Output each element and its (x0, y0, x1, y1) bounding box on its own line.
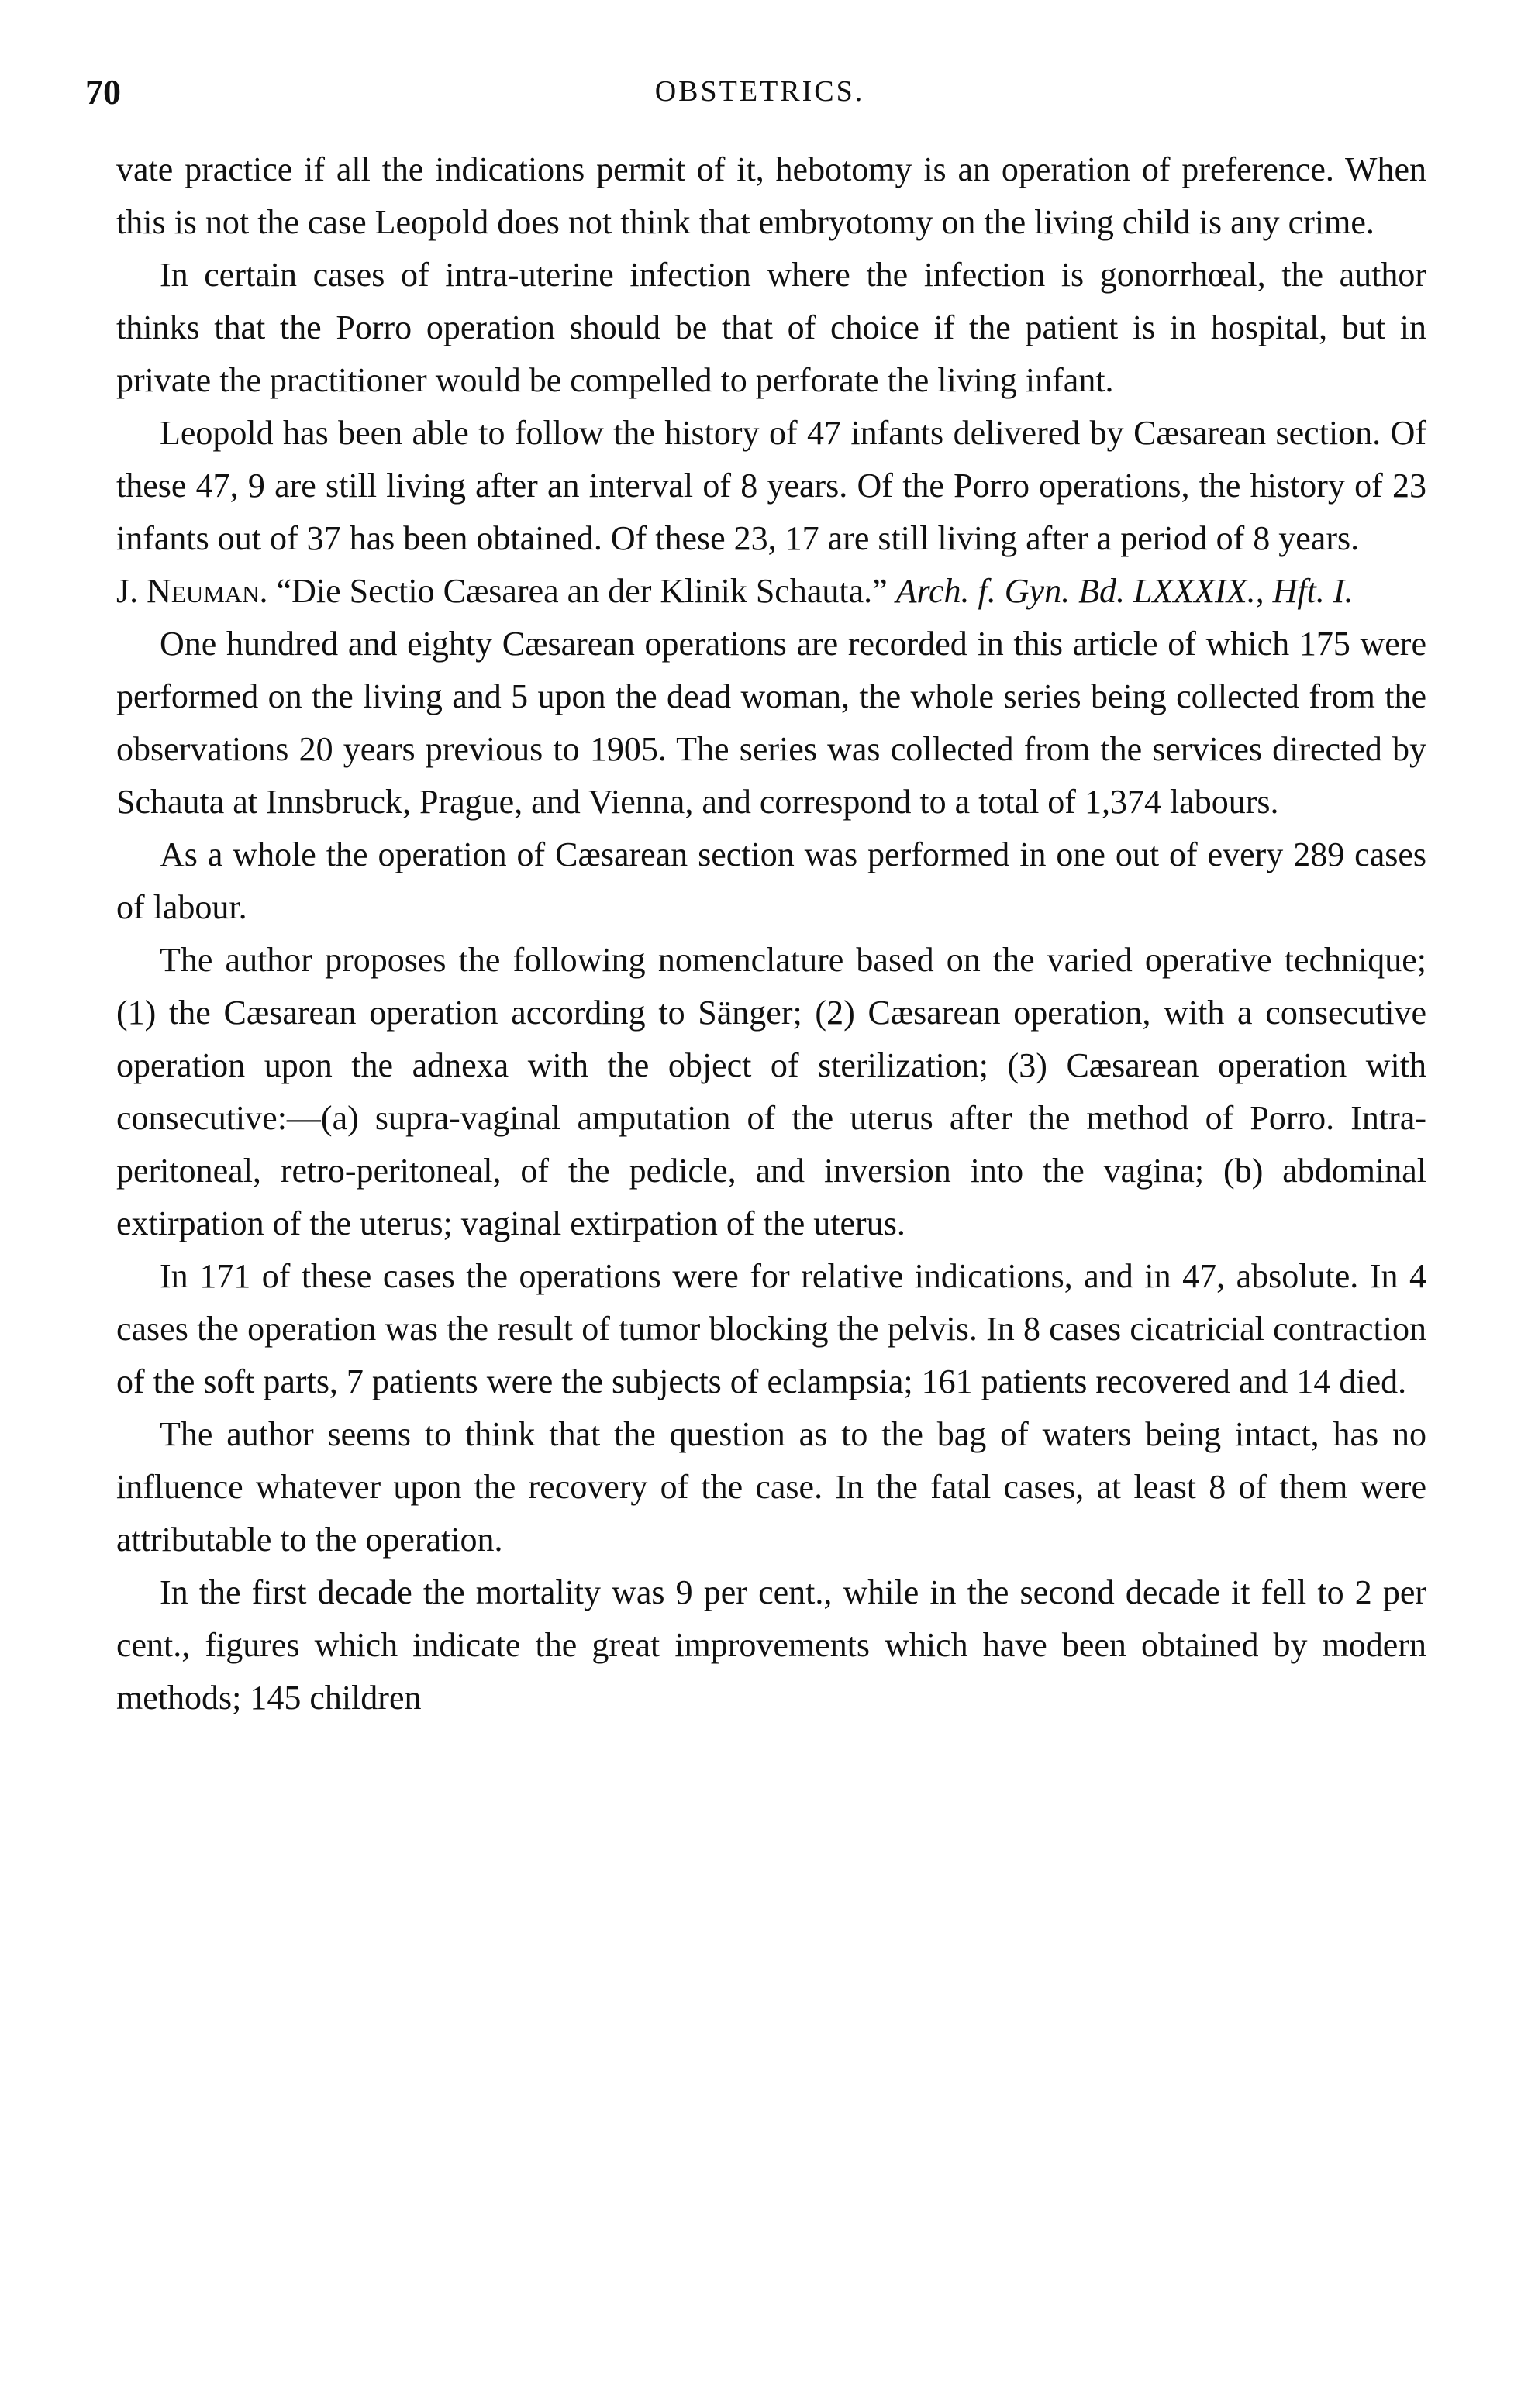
paragraph-continuation: vate practice if all the indications permit of it, hebotomy is an operation of preference. When this is not the case Leopold does not think that embryotomy on the living child is any crime. (116, 150, 1426, 241)
citation-author: J. Neuman. (116, 572, 268, 610)
paragraph: The author seems to think that the question as to the bag of waters being intact, has no influence whatever upon the recovery of the case. In the fatal cases, at least 8 of them were attributable to the operation. (116, 1415, 1426, 1559)
paragraph: Leopold has been able to follow the history of 47 infants delivered by Cæsarean section. Of these 47, 9 are still living after an interval of 8 years. Of the Porro operations, the history of 23 infants out of 37 has been obtained. Of these 23, 17 are still living after a period of 8 years. (116, 414, 1426, 557)
paragraph: In certain cases of intra-uterine infection where the infection is gonorrhœal, the author thinks that the Porro operation should be that of choice if the patient is in hospital, but in private the practitioner would be compelled to perforate the living infant. (116, 256, 1426, 399)
running-title: OBSTETRICS. (654, 75, 865, 108)
paragraph: As a whole the operation of Cæsarean section was performed in one out of every 289 cases of labour. (116, 835, 1426, 926)
page-number: 70 (85, 72, 121, 112)
citation-title: “Die Sectio Cæsarea an der Klinik Schauta.” (276, 572, 888, 610)
paragraph: In 171 of these cases the operations were for relative indications, and in 47, absolute. In 4 cases the operation was the result of tumor blocking the pelvis. In 8 cases cicatricial contraction of the soft parts, 7 patients were the subjects of eclampsia; 161 patients recovered and 14 died. (116, 1257, 1426, 1400)
paragraph: One hundred and eighty Cæsarean operations are recorded in this article of which 175 were performed on the living and 5 upon the dead woman, the whole series being collected from the observations 20 years previous to 1905. The series was collected from the services directed by Schauta at Innsbruck, Prague, and Vienna, and correspond to a total of 1,374 labours. (116, 625, 1426, 821)
citation-journal: Arch. f. Gyn. Bd. LXXXIX., Hft. I. (895, 572, 1354, 610)
citation (116, 565, 1426, 618)
paragraph: In the first decade the mortality was 9 per cent., while in the second decade it fell to 2 per cent., figures which indicate the great improvements which have been obtained by modern methods; 145 children (116, 1573, 1426, 1717)
body-text (116, 143, 1426, 1724)
paragraph: The author proposes the following nomenclature based on the varied operative technique; (1) the Cæsarean operation according to Sänger; (2) Cæsarean operation, with a consecutive operation upon the adnexa with the object of sterilization; (3) Cæsarean operation with consecutive:—(a) supra-vaginal amputation of the uterus after the method of Porro. Intra-peritoneal, retro-peritoneal, of the pedicle, and inversion into the vagina; (b) abdominal extirpation of the uterus; vaginal extirpation of the uterus. (116, 941, 1426, 1242)
page-header (85, 71, 1434, 118)
